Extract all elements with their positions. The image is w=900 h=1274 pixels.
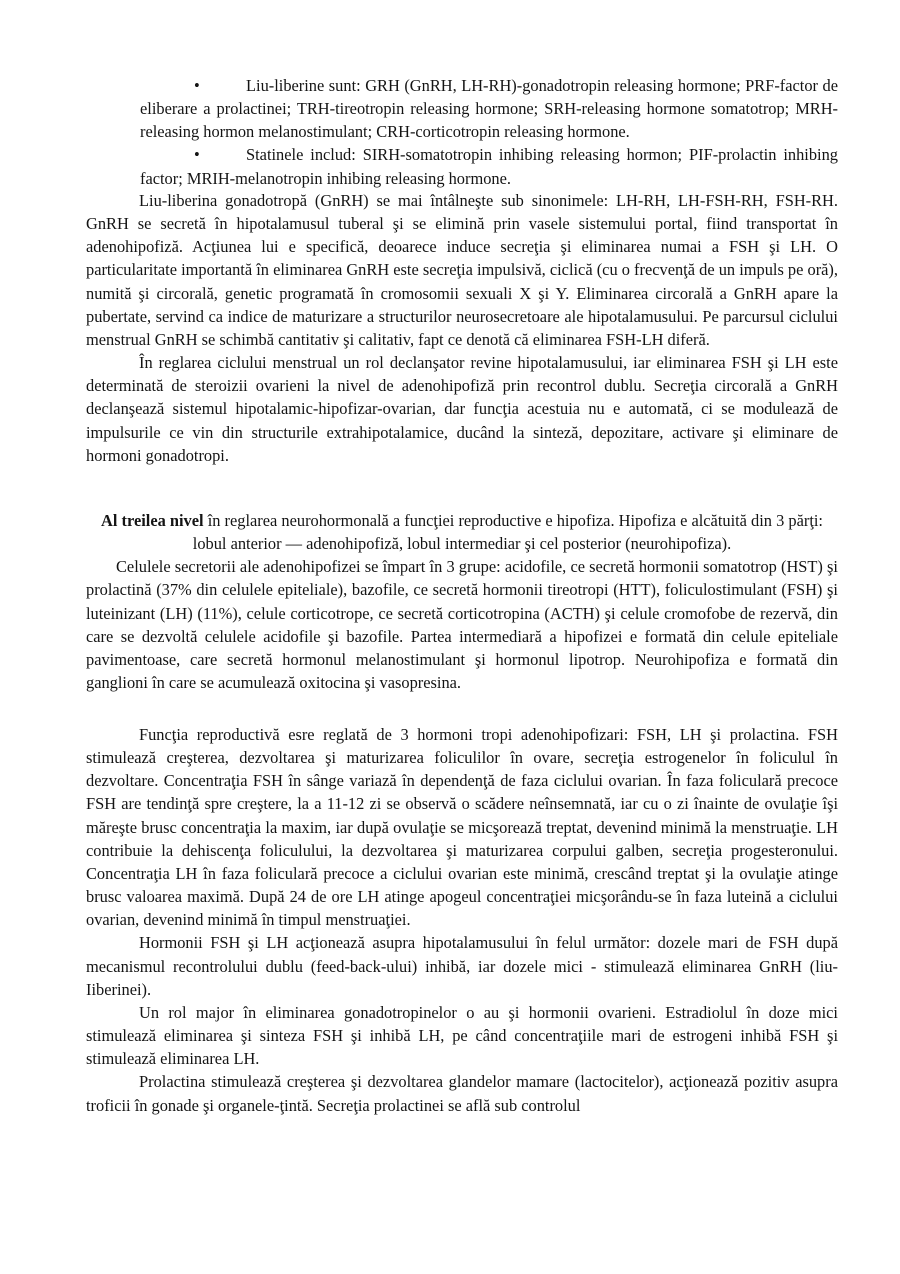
bullet-item: • Liu-liberine sunt: GRH (GnRH, LH-RH)-gonadotropin releasing hormone; PRF-factor de eliberare a prolactinei; TRH-tireotropin releasing hormone; SRH-releasing hormone somatotrop; MRH-releasing hormon melanostimulant; CRH-corticotropin releasing hormone. [140, 76, 838, 142]
bold-heading-inline: Al treilea nivel [101, 511, 204, 530]
text-body-bottom [86, 723, 838, 1117]
bullet-item: • Statinele includ: SIRH-somatotropin inhibing releasing hormon; PIF-prolactin inhibing factor; MRIH-melanotropin inhibing releasing hormone. [140, 145, 838, 188]
bullet-icon: • [194, 145, 200, 165]
paragraph-secretory-cells: Celulele secretorii ale adenohipofizei se împart în 3 grupe: acidofile, ce secretă hormonii somatotrop (HST) şi prolactină (37% din celulele epiteliale), bazofile, ce secretă hormonii tireotropi (HTT), foliculostimulant (FSH) şi luteinizant (LH) (11%), celule corticotrope, ce secretă corticotropina (ACTH) şi celule cromofobe de rezervă, din care se dezvoltă celulele acidofile şi bazofile. Partea intermediară a hipofizei e formată din celule epiteliale pavimentoase, care secretă hormonul melanostimulant şi hormonul lipotrop. Neurohipofiza e formată din ganglioni în care se acumulează oxitocina şi vasopresina. [86, 557, 838, 693]
paragraph-prolactin: Prolactina stimulează creşterea şi dezvoltarea glandelor mamare (lactocitelor), acţionează pozitiv asupra troficii în gonade şi organele-ţintă. Secreţia prolactinei se află sub controlul [86, 1072, 838, 1115]
text-body-pituitary [86, 509, 838, 694]
paragraph-feedback: Hormonii FSH şi LH acţionează asupra hipotalamusului în felul următor: dozele mari de FSH după mecanismul recontrolului dublu (feed-back-ului) inhibă, iar dozele mici - stimulează eliminarea GnRH (liu-Iiberinei). [86, 933, 838, 999]
bullet-icon: • [194, 76, 200, 95]
bullet-list [140, 74, 838, 190]
paragraph-third-level: Al treilea nivel în reglarea neurohormonală a funcţiei reproductive e hipofiza. Hipofiza e alcătuită din 3 părţi: lobul anterior — adenohipofiză, lobul intermediar şi cel posterior (neurohipofiza). [101, 511, 823, 554]
paragraph-hypothalamus-role: În reglarea ciclului menstrual un rol declanşator revine hipotalamusului, iar eliminarea FSH şi LH este determinată de steroizii ovarieni la nivel de adenohipofiză prin recontrol dublu. Secreţia circorală a GnRH declanşează sistemul hipotalamic-hipofizar-ovarian, dar funcţia acestuia nu e automată, ci se modulează de impulsurile ce vin din structurile extrahipotalamice, ducând la sinteză, depozitare, activare şi eliminare de hormoni gonadotropi. [86, 353, 838, 465]
text-body-top [86, 189, 838, 467]
paragraph-ovarian-hormones: Un rol major în eliminarea gonadotropinelor o au şi hormonii ovarieni. Estradiolul în doze mici stimulează eliminarea şi sinteza FSH şi inhibă LH, pe când concentraţiile mari de estrogeni inhibă FSH şi stimulează eliminarea LH. [86, 1002, 838, 1069]
paragraph-gnrh: Liu-liberina gonadotropă (GnRH) se mai întâlneşte sub sinonimele: LH-RH, LH-FSH-RH, FSH-RH. GnRH se secretă în hipotalamusul tuberal şi se elimină prin vasele sistemului portal, fiind transportat în adenohipofiză. Acţiunea lui e specifică, deoarece induce secreţia şi eliminarea numai a FSH şi LH. O particularitate importantă în eliminarea GnRH este secreţia impulsivă, ciclică (cu o frecvenţă de un impuls pe oră), numită şi circorală, genetic programată în cromosomii sexuali X şi Y. Eliminarea circorală a GnRH apare la pubertate, servind ca indice de maturizare a structurilor neurosecretoare ale hipotalamusului. Pe parcursul ciclului menstrual GnRH se schimbă cantitativ şi calitativ, fapt ce denotă că eliminarea FSH-LH diferă. [86, 191, 838, 349]
paragraph-reproductive-function: Funcţia reproductivă esre reglată de 3 hormoni tropi adenohipofizari: FSH, LH şi prolactina. FSH stimulează creşterea, dezvoltarea şi maturizarea foliculilor în ovare, secreţia estrogenelor în foliculul în dezvoltare. Concentraţia FSH în sânge variază în dependenţă de faza ciclului ovarian. În faza foliculară precoce FSH are tendinţă spre creştere, la a 11-12 zi se observă o scădere neînsemnată, iar cu o zi înainte de ovulaţie îşi măreşte brusc concentraţia la maxim, iar după ovulaţie se micşorează treptat, devenind minimă la menstruaţie. LH contribuie la dehiscenţa foliculului, la dezvoltarea şi maturizarea corpului galben, secreţia progesteronului. Concentraţia LH în faza foliculară precoce a ciclului ovarian este minimă, crescând treptat şi la ovulaţie atinge brusc valoarea maximă. După 24 de ore LH atinge apogeul concentraţiei micşorându-se în faza luteină a ciclului ovarian, devenind minimă în timpul menstruaţiei. [86, 725, 838, 930]
